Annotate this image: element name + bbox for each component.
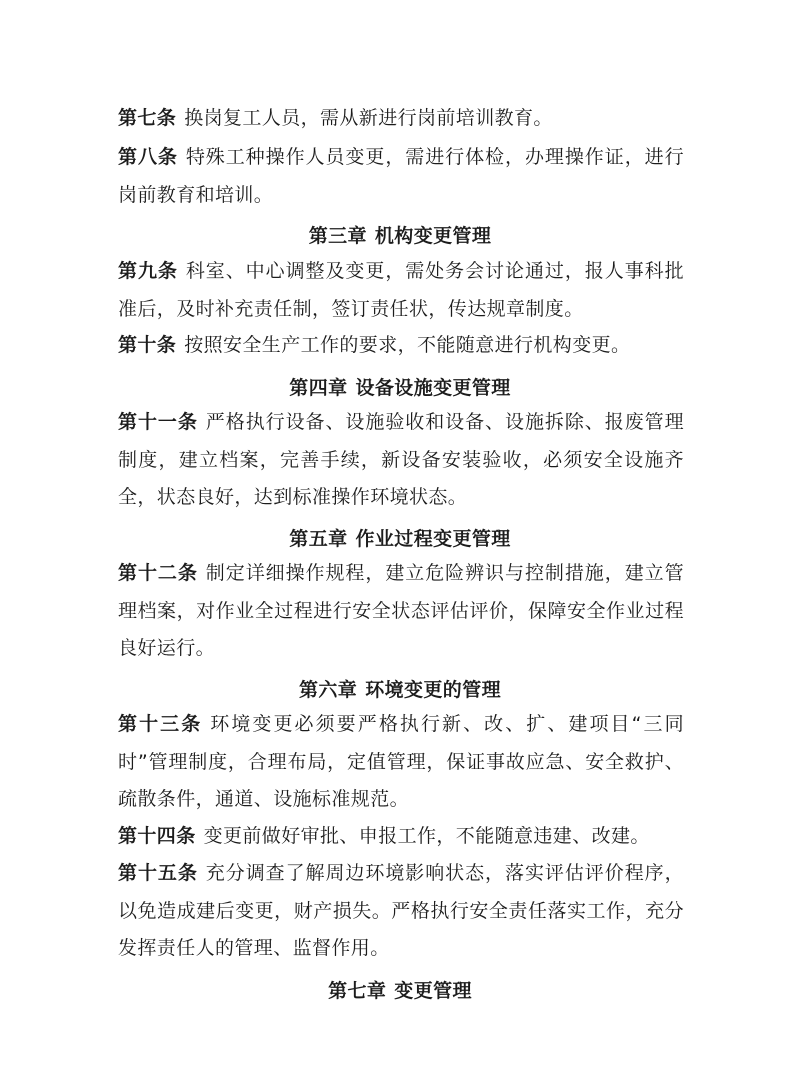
article-text: 充分调查了解周边环境影响状态，落实评估评价程序，以免造成建后变更，财产损失。严格执行安全责任落实工作，充分发挥责任人的管理、监督作用。 bbox=[118, 862, 684, 959]
article-text: 制定详细操作规程，建立危险辨识与控制措施，建立管理档案，对作业全过程进行安全状态评估评价，保障安全作业过程良好运行。 bbox=[118, 562, 684, 659]
article-9 bbox=[118, 253, 684, 328]
chapter-7-heading bbox=[0, 976, 800, 1003]
article-13 bbox=[118, 706, 684, 819]
article-label: 第十四条 bbox=[118, 825, 196, 847]
article-15 bbox=[118, 855, 684, 968]
article-label: 第九条 bbox=[118, 260, 178, 282]
article-label: 第十三条 bbox=[118, 713, 203, 735]
article-label: 第八条 bbox=[118, 146, 178, 168]
article-label: 第十条 bbox=[118, 334, 177, 356]
article-8 bbox=[118, 139, 684, 214]
article-text: 特殊工种操作人员变更，需进行体检，办理操作证，进行岗前教育和培训。 bbox=[118, 146, 684, 206]
article-text: 严格执行设备、设施验收和设备、设施拆除、报废管理制度，建立档案，完善手续，新设备安装验收，必须安全设施齐全，状态良好，达到标准操作环境状态。 bbox=[118, 411, 684, 508]
chapter-number: 第五章 bbox=[289, 528, 348, 550]
chapter-5-heading bbox=[0, 524, 800, 551]
article-text: 变更前做好审批、申报工作，不能随意违建、改建。 bbox=[203, 825, 650, 847]
chapter-4-heading bbox=[0, 373, 800, 400]
article-7 bbox=[118, 100, 684, 138]
article-text: 换岗复工人员，需从新进行岗前培训教育。 bbox=[184, 107, 553, 129]
article-text: 科室、中心调整及变更，需处务会讨论通过，报人事科批准后，及时补充责任制，签订责任状，传达规章制度。 bbox=[118, 260, 684, 320]
article-12 bbox=[118, 555, 684, 668]
chapter-number: 第四章 bbox=[289, 377, 348, 399]
chapter-title: 设备设施变更管理 bbox=[355, 377, 511, 399]
chapter-number: 第三章 bbox=[308, 225, 367, 247]
chapter-title: 机构变更管理 bbox=[374, 225, 492, 247]
article-label: 第十五条 bbox=[118, 862, 198, 884]
article-label: 第七条 bbox=[118, 107, 177, 129]
article-14 bbox=[118, 818, 684, 856]
chapter-title: 作业过程变更管理 bbox=[355, 528, 511, 550]
chapter-6-heading bbox=[0, 675, 800, 702]
article-text: 按照安全生产工作的要求，不能随意进行机构变更。 bbox=[184, 334, 631, 356]
article-text: 环境变更必须要严格执行新、改、扩、建项目“三同时”管理制度，合理布局，定值管理，保证事故应急、安全救护、疏散条件，通道、设施标准规范。 bbox=[118, 713, 685, 810]
chapter-title: 变更管理 bbox=[394, 980, 472, 1002]
article-label: 第十二条 bbox=[118, 562, 198, 584]
chapter-number: 第七章 bbox=[328, 980, 387, 1002]
article-label: 第十一条 bbox=[118, 411, 198, 433]
chapter-title: 环境变更的管理 bbox=[365, 679, 501, 701]
article-11 bbox=[118, 404, 684, 517]
chapter-number: 第六章 bbox=[298, 679, 358, 701]
chapter-3-heading bbox=[0, 221, 800, 248]
article-10 bbox=[118, 327, 684, 365]
